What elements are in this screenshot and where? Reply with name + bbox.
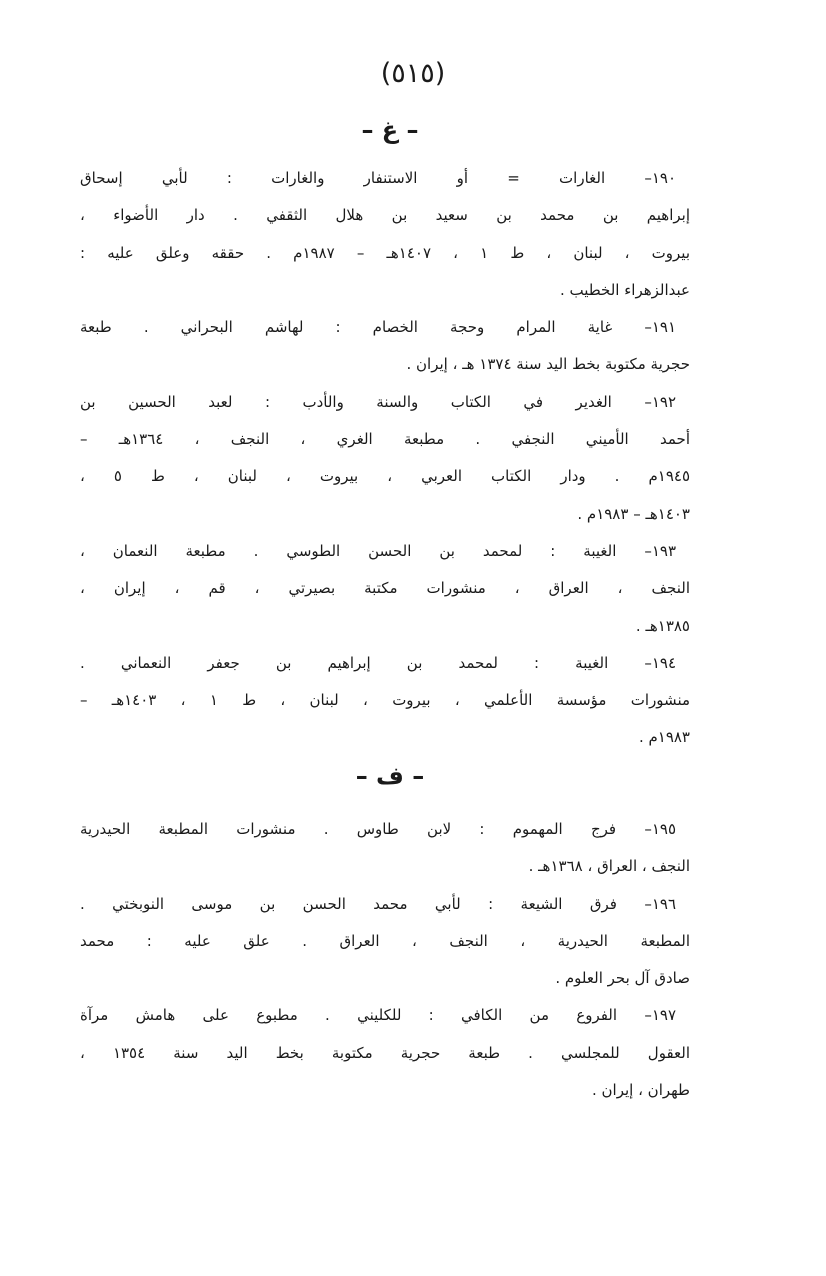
entry-line: ١٩٤– الغيبة : لمحمد بن إبراهيم بن جعفر النعماني . [80,653,676,672]
entry-line: أحمد الأميني النجفي . مطبعة الغري ، النجف ، ١٣٦٤هـ – [80,430,690,449]
entry-line: ١٩٤٥م . ودار الكتاب العربي ، بيروت ، لبنان ، ط ٥ ، [80,467,690,486]
section-ghain-entries [80,160,690,757]
bibliography-entry-191 [80,309,690,384]
entry-line: النجف ، العراق ، منشورات مكتبة بصيرتي ، قم ، إيران ، [80,579,690,598]
entry-line: إبراهيم بن محمد بن سعيد بن هلال الثقفي . دار الأضواء ، [80,206,690,225]
entry-line: النجف ، العراق ، ١٣٦٨هـ . [528,857,690,876]
entry-line: ١٩٨٣م . [638,728,690,747]
bibliography-entry-192 [80,384,690,533]
section-heading-fa: – ف – [355,762,425,790]
entry-line: ١٤٠٣هـ – ١٩٨٣م . [577,504,690,523]
entry-line: منشورات مؤسسة الأعلمي ، بيروت ، لبنان ، ط ١ ، ١٤٠٣هـ – [80,691,690,710]
bibliography-entry-190 [80,160,690,309]
entry-line: المطبعة الحيدرية ، النجف ، العراق . علق عليه : محمد [80,931,690,950]
page-number: (٥١٥) [380,58,446,89]
bibliography-entry-194 [80,645,690,757]
entry-line: طهران ، إيران . [591,1081,690,1100]
entry-line: ١٩٣– الغيبة : لمحمد بن الحسن الطوسي . مطبعة النعمان ، [80,541,676,560]
entry-line: صادق آل بحر العلوم . [555,969,690,988]
entry-line: ١٩٠– الغارات = أو الاستنفار والغارات : لأبي إسحاق [80,169,676,187]
bibliography-entry-193 [80,533,690,645]
entry-line: ١٩٢– الغدير في الكتاب والسنة والأدب : لعبد الحسين بن [80,392,676,411]
entry-line: عبدالزهراء الخطيب . [559,280,690,299]
entry-line: ١٩٥– فرج المهموم : لابن طاوس . منشورات المطبعة الحيدرية [80,820,676,838]
entry-line: ١٩٦– فرق الشيعة : لأبي محمد الحسن بن موسى النوبختي . [80,894,676,913]
bibliography-entry-197 [80,997,690,1109]
bibliography-entry-195 [80,811,690,886]
bibliography-entry-196 [80,886,690,998]
entry-line: حجرية مكتوبة بخط اليد سنة ١٣٧٤ هـ ، إيران . [406,355,690,374]
entry-line: ١٩٧– الفروع من الكافي : للكليني . مطبوع على هامش مرآة [80,1006,676,1025]
entry-line: ١٩١– غاية المرام وحجة الخصام : لهاشم البحراني . طبعة [80,318,676,337]
section-heading-ghain: – غ – [361,116,419,144]
entry-line: العقول للمجلسي . طبعة حجرية مكتوبة بخط اليد سنة ١٣٥٤ ، [80,1043,690,1062]
section-fa-entries [80,811,690,1109]
entry-line: ١٣٨٥هـ . [635,616,690,635]
entry-line: بيروت ، لبنان ، ط ١ ، ١٤٠٧هـ – ١٩٨٧م . حققه وعلق عليه : [80,243,690,262]
